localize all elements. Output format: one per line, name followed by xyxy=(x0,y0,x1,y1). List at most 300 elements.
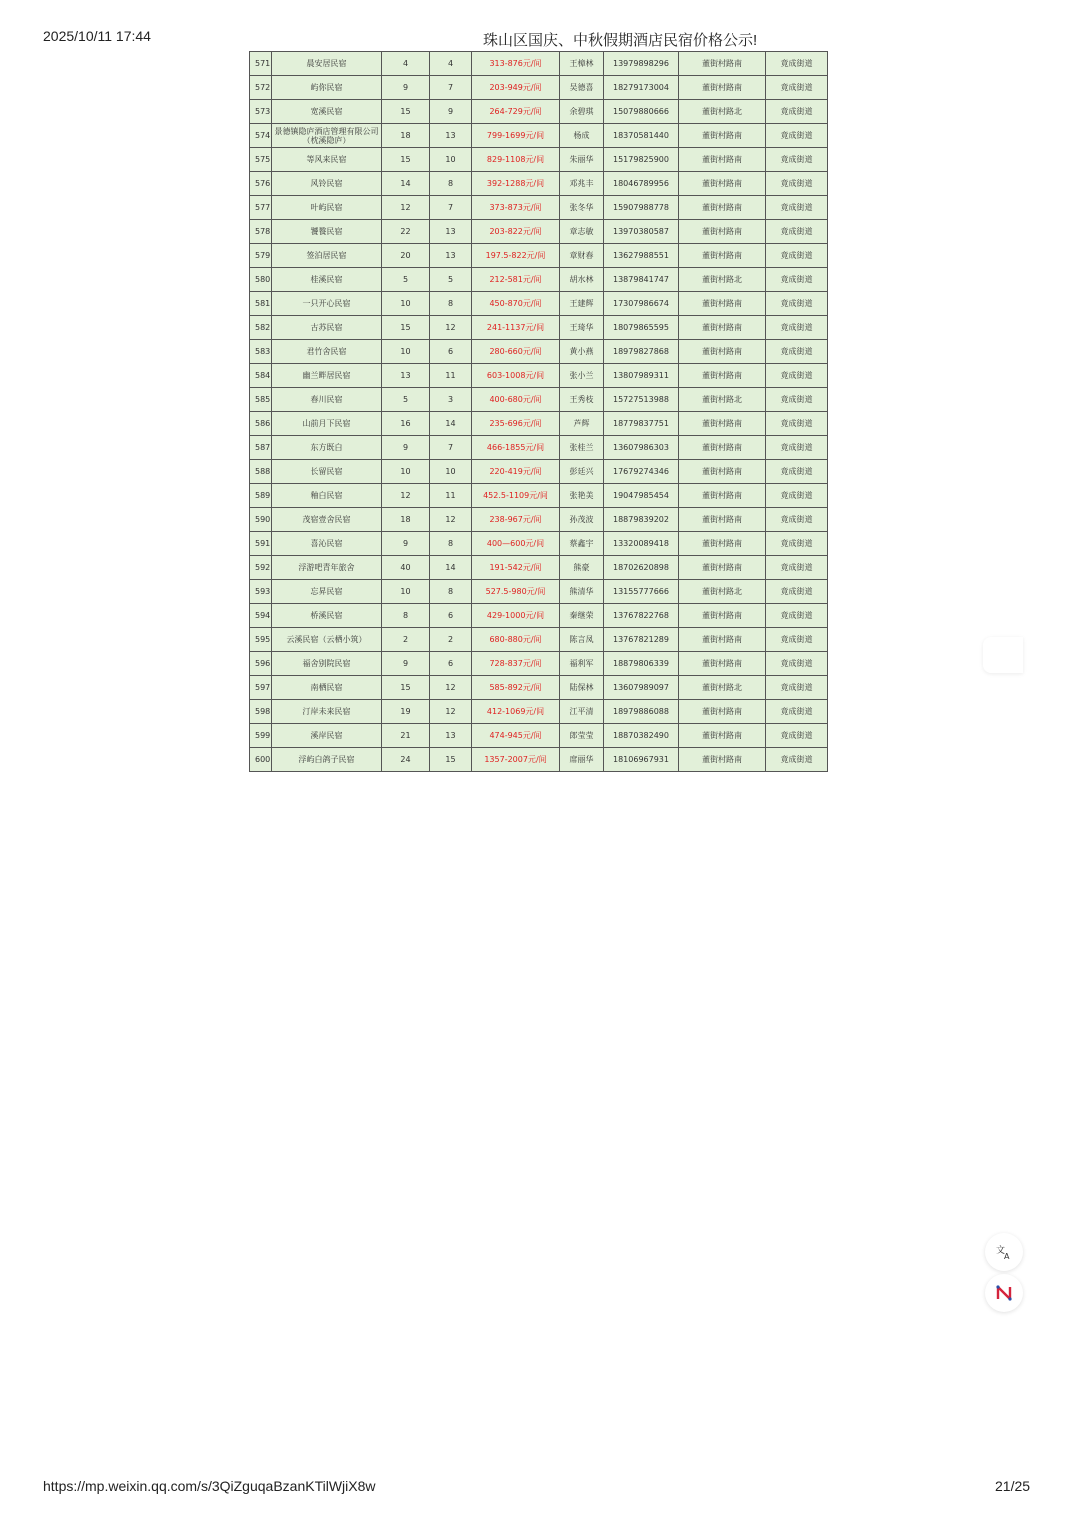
contact-name-cell: 王樟林 xyxy=(560,52,604,76)
row-index-cell: 580 xyxy=(250,268,272,292)
phone-number-cell: 13627988551 xyxy=(604,244,679,268)
address-cell: 董街村路南 xyxy=(679,700,766,724)
table-row xyxy=(250,676,828,700)
lodging-name-cell: 叶屿民宿 xyxy=(272,196,382,220)
phone-number-cell: 17307986674 xyxy=(604,292,679,316)
row-index-cell: 597 xyxy=(250,676,272,700)
room-type-count-cell: 7 xyxy=(430,436,472,460)
room-count-cell: 13 xyxy=(382,364,430,388)
address-cell: 董街村路南 xyxy=(679,340,766,364)
subdistrict-cell: 竟成街道 xyxy=(766,76,828,100)
room-type-count-cell: 11 xyxy=(430,484,472,508)
address-cell: 董街村路南 xyxy=(679,412,766,436)
row-index-cell: 583 xyxy=(250,340,272,364)
phone-number-cell: 15727513988 xyxy=(604,388,679,412)
room-type-count-cell: 8 xyxy=(430,292,472,316)
price-range-cell: 603-1008元/间 xyxy=(472,364,560,388)
price-range-cell: 412-1069元/间 xyxy=(472,700,560,724)
room-type-count-cell: 13 xyxy=(430,244,472,268)
phone-number-cell: 13767822768 xyxy=(604,604,679,628)
subdistrict-cell: 竟成街道 xyxy=(766,412,828,436)
room-count-cell: 10 xyxy=(382,340,430,364)
room-type-count-cell: 10 xyxy=(430,148,472,172)
table-row xyxy=(250,196,828,220)
contact-name-cell: 黄小燕 xyxy=(560,340,604,364)
lodging-name-cell: 风铃民宿 xyxy=(272,172,382,196)
contact-name-cell: 余碧琪 xyxy=(560,100,604,124)
lodging-name-cell: 溪岸民宿 xyxy=(272,724,382,748)
room-count-cell: 8 xyxy=(382,604,430,628)
room-count-cell: 4 xyxy=(382,52,430,76)
room-type-count-cell: 11 xyxy=(430,364,472,388)
room-count-cell: 40 xyxy=(382,556,430,580)
room-count-cell: 18 xyxy=(382,124,430,148)
lodging-name-cell: 汀岸未来民宿 xyxy=(272,700,382,724)
address-cell: 董街村路南 xyxy=(679,460,766,484)
phone-number-cell: 18879806339 xyxy=(604,652,679,676)
subdistrict-cell: 竟成街道 xyxy=(766,196,828,220)
room-count-cell: 19 xyxy=(382,700,430,724)
contact-name-cell: 王建辉 xyxy=(560,292,604,316)
price-range-cell: 728-837元/间 xyxy=(472,652,560,676)
price-table xyxy=(249,51,828,772)
price-range-cell: 400—600元/间 xyxy=(472,532,560,556)
contact-name-cell: 邓兆丰 xyxy=(560,172,604,196)
table-row xyxy=(250,652,828,676)
phone-number-cell: 18106967931 xyxy=(604,748,679,772)
svg-text:文: 文 xyxy=(996,1246,1006,1256)
phone-number-cell: 13320089418 xyxy=(604,532,679,556)
room-count-cell: 22 xyxy=(382,220,430,244)
address-cell: 董街村路南 xyxy=(679,52,766,76)
row-index-cell: 575 xyxy=(250,148,272,172)
room-count-cell: 18 xyxy=(382,508,430,532)
page-url: https://mp.weixin.qq.com/s/3QiZguqaBzanKTilWjiX8w xyxy=(43,1478,376,1494)
room-count-cell: 9 xyxy=(382,652,430,676)
lodging-name-cell: 等风来民宿 xyxy=(272,148,382,172)
lodging-name-cell: 一只开心民宿 xyxy=(272,292,382,316)
subdistrict-cell: 竟成街道 xyxy=(766,124,828,148)
address-cell: 董街村路南 xyxy=(679,532,766,556)
price-range-cell: 527.5-980元/间 xyxy=(472,580,560,604)
room-type-count-cell: 12 xyxy=(430,508,472,532)
lodging-name-cell: 喜沁民宿 xyxy=(272,532,382,556)
room-count-cell: 15 xyxy=(382,148,430,172)
subdistrict-cell: 竟成街道 xyxy=(766,556,828,580)
table-row xyxy=(250,412,828,436)
room-type-count-cell: 7 xyxy=(430,76,472,100)
contact-name-cell: 章财春 xyxy=(560,244,604,268)
table-row xyxy=(250,52,828,76)
table-row xyxy=(250,364,828,388)
subdistrict-cell: 竟成街道 xyxy=(766,676,828,700)
contact-name-cell: 朱丽华 xyxy=(560,148,604,172)
room-count-cell: 15 xyxy=(382,100,430,124)
room-type-count-cell: 13 xyxy=(430,220,472,244)
row-index-cell: 599 xyxy=(250,724,272,748)
contact-name-cell: 孙茂波 xyxy=(560,508,604,532)
subdistrict-cell: 竟成街道 xyxy=(766,700,828,724)
row-index-cell: 574 xyxy=(250,124,272,148)
lodging-name-cell: 屿你民宿 xyxy=(272,76,382,100)
row-index-cell: 595 xyxy=(250,628,272,652)
phone-number-cell: 15907988778 xyxy=(604,196,679,220)
room-type-count-cell: 14 xyxy=(430,556,472,580)
price-range-cell: 474-945元/间 xyxy=(472,724,560,748)
address-cell: 董街村路南 xyxy=(679,652,766,676)
subdistrict-cell: 竟成街道 xyxy=(766,244,828,268)
table-row xyxy=(250,556,828,580)
contact-name-cell: 张桂兰 xyxy=(560,436,604,460)
contact-name-cell: 陆保林 xyxy=(560,676,604,700)
row-index-cell: 584 xyxy=(250,364,272,388)
contact-name-cell: 福利军 xyxy=(560,652,604,676)
room-count-cell: 10 xyxy=(382,292,430,316)
row-index-cell: 596 xyxy=(250,652,272,676)
room-type-count-cell: 7 xyxy=(430,196,472,220)
address-cell: 董街村路南 xyxy=(679,172,766,196)
contact-name-cell: 彭廷兴 xyxy=(560,460,604,484)
translate-button[interactable] xyxy=(985,1233,1023,1271)
table-row xyxy=(250,484,828,508)
phone-number-cell: 18870382490 xyxy=(604,724,679,748)
room-type-count-cell: 8 xyxy=(430,172,472,196)
row-index-cell: 590 xyxy=(250,508,272,532)
lodging-name-cell: 釉白民宿 xyxy=(272,484,382,508)
room-type-count-cell: 6 xyxy=(430,652,472,676)
address-cell: 董街村路南 xyxy=(679,484,766,508)
subdistrict-cell: 竟成街道 xyxy=(766,340,828,364)
lodging-name-cell: 浮游吧青年旅舍 xyxy=(272,556,382,580)
svg-text:A: A xyxy=(1004,1252,1010,1261)
phone-number-cell: 13979898296 xyxy=(604,52,679,76)
lodging-name-cell: 春川民宿 xyxy=(272,388,382,412)
row-index-cell: 581 xyxy=(250,292,272,316)
contact-name-cell: 郎莹莹 xyxy=(560,724,604,748)
price-range-cell: 280-660元/间 xyxy=(472,340,560,364)
room-type-count-cell: 12 xyxy=(430,676,472,700)
contact-name-cell: 席丽华 xyxy=(560,748,604,772)
address-cell: 董街村路南 xyxy=(679,244,766,268)
lodging-name-cell: 东方既白 xyxy=(272,436,382,460)
row-index-cell: 571 xyxy=(250,52,272,76)
phone-number-cell: 13607989097 xyxy=(604,676,679,700)
phone-number-cell: 19047985454 xyxy=(604,484,679,508)
address-cell: 董街村路北 xyxy=(679,676,766,700)
room-count-cell: 12 xyxy=(382,196,430,220)
lodging-name-cell: 福舍别院民宿 xyxy=(272,652,382,676)
row-index-cell: 572 xyxy=(250,76,272,100)
subdistrict-cell: 竟成街道 xyxy=(766,100,828,124)
room-count-cell: 10 xyxy=(382,580,430,604)
subdistrict-cell: 竟成街道 xyxy=(766,268,828,292)
row-index-cell: 592 xyxy=(250,556,272,580)
room-count-cell: 16 xyxy=(382,412,430,436)
subdistrict-cell: 竟成街道 xyxy=(766,748,828,772)
room-type-count-cell: 13 xyxy=(430,724,472,748)
lodging-name-cell: 景德镇隐庐酒店管理有限公司（枕溪隐庐） xyxy=(272,124,382,148)
subdistrict-cell: 竟成街道 xyxy=(766,604,828,628)
subdistrict-cell: 竟成街道 xyxy=(766,628,828,652)
room-type-count-cell: 10 xyxy=(430,460,472,484)
contact-name-cell: 王秀枝 xyxy=(560,388,604,412)
row-index-cell: 587 xyxy=(250,436,272,460)
phone-number-cell: 17679274346 xyxy=(604,460,679,484)
phone-number-cell: 18079865595 xyxy=(604,316,679,340)
room-count-cell: 20 xyxy=(382,244,430,268)
subdistrict-cell: 竟成街道 xyxy=(766,292,828,316)
address-cell: 董街村路南 xyxy=(679,316,766,340)
row-index-cell: 573 xyxy=(250,100,272,124)
table-row xyxy=(250,532,828,556)
price-range-cell: 392-1288元/间 xyxy=(472,172,560,196)
phone-number-cell: 18702620898 xyxy=(604,556,679,580)
row-index-cell: 600 xyxy=(250,748,272,772)
contact-name-cell: 蔡鑫宇 xyxy=(560,532,604,556)
phone-number-cell: 13607986303 xyxy=(604,436,679,460)
subdistrict-cell: 竟成街道 xyxy=(766,652,828,676)
subdistrict-cell: 竟成街道 xyxy=(766,484,828,508)
phone-number-cell: 18979827868 xyxy=(604,340,679,364)
print-datetime: 2025/10/11 17:44 xyxy=(43,28,151,44)
page-number: 21/25 xyxy=(995,1478,1031,1494)
room-type-count-cell: 6 xyxy=(430,604,472,628)
room-type-count-cell: 12 xyxy=(430,316,472,340)
row-index-cell: 598 xyxy=(250,700,272,724)
contact-name-cell: 王琦华 xyxy=(560,316,604,340)
price-range-cell: 466-1855元/间 xyxy=(472,436,560,460)
lodging-name-cell: 签泊居民宿 xyxy=(272,244,382,268)
room-type-count-cell: 15 xyxy=(430,748,472,772)
address-cell: 董街村路南 xyxy=(679,724,766,748)
table-row xyxy=(250,580,828,604)
room-type-count-cell: 14 xyxy=(430,412,472,436)
contact-name-cell: 张冬华 xyxy=(560,196,604,220)
table-row xyxy=(250,604,828,628)
room-type-count-cell: 13 xyxy=(430,124,472,148)
price-range-cell: 1357-2007元/间 xyxy=(472,748,560,772)
price-range-cell: 373-873元/间 xyxy=(472,196,560,220)
address-cell: 董街村路南 xyxy=(679,124,766,148)
price-range-cell: 203-949元/间 xyxy=(472,76,560,100)
row-index-cell: 589 xyxy=(250,484,272,508)
subdistrict-cell: 竟成街道 xyxy=(766,460,828,484)
contact-name-cell: 熊豪 xyxy=(560,556,604,580)
lodging-name-cell: 云溪民宿（云栖小筑） xyxy=(272,628,382,652)
row-index-cell: 578 xyxy=(250,220,272,244)
lodging-name-cell: 南栖民宿 xyxy=(272,676,382,700)
lodging-name-cell: 茂宿壹舍民宿 xyxy=(272,508,382,532)
address-cell: 董街村路北 xyxy=(679,388,766,412)
room-count-cell: 5 xyxy=(382,268,430,292)
price-range-cell: 799-1699元/间 xyxy=(472,124,560,148)
room-type-count-cell: 12 xyxy=(430,700,472,724)
table-row xyxy=(250,436,828,460)
lodging-name-cell: 晨安居民宿 xyxy=(272,52,382,76)
contact-name-cell: 秦继荣 xyxy=(560,604,604,628)
contact-name-cell: 杨成 xyxy=(560,124,604,148)
room-count-cell: 10 xyxy=(382,460,430,484)
address-cell: 董街村路南 xyxy=(679,436,766,460)
table-row xyxy=(250,340,828,364)
lodging-name-cell: 君竹舍民宿 xyxy=(272,340,382,364)
room-count-cell: 5 xyxy=(382,388,430,412)
phone-number-cell: 13807989311 xyxy=(604,364,679,388)
row-index-cell: 579 xyxy=(250,244,272,268)
address-cell: 董街村路北 xyxy=(679,580,766,604)
subdistrict-cell: 竟成街道 xyxy=(766,52,828,76)
address-cell: 董街村路南 xyxy=(679,748,766,772)
room-type-count-cell: 6 xyxy=(430,340,472,364)
subdistrict-cell: 竟成街道 xyxy=(766,388,828,412)
table-row xyxy=(250,724,828,748)
table-row xyxy=(250,124,828,148)
room-count-cell: 24 xyxy=(382,748,430,772)
room-count-cell: 2 xyxy=(382,628,430,652)
phone-number-cell: 15079880666 xyxy=(604,100,679,124)
contact-name-cell: 吴德喜 xyxy=(560,76,604,100)
table-row xyxy=(250,172,828,196)
address-cell: 董街村路南 xyxy=(679,196,766,220)
contact-name-cell: 芦辉 xyxy=(560,412,604,436)
app-button[interactable] xyxy=(985,1274,1023,1312)
phone-number-cell: 18046789956 xyxy=(604,172,679,196)
table-row xyxy=(250,100,828,124)
lodging-name-cell: 长留民宿 xyxy=(272,460,382,484)
table-row xyxy=(250,388,828,412)
lodging-name-cell: 浮屿白鸽子民宿 xyxy=(272,748,382,772)
contact-name-cell: 熊清华 xyxy=(560,580,604,604)
price-range-cell: 191-542元/间 xyxy=(472,556,560,580)
price-range-cell: 212-581元/间 xyxy=(472,268,560,292)
row-index-cell: 582 xyxy=(250,316,272,340)
row-index-cell: 585 xyxy=(250,388,272,412)
subdistrict-cell: 竟成街道 xyxy=(766,172,828,196)
lodging-name-cell: 忘昇民宿 xyxy=(272,580,382,604)
table-row xyxy=(250,244,828,268)
lodging-name-cell: 幽兰畔居民宿 xyxy=(272,364,382,388)
table-row xyxy=(250,316,828,340)
room-type-count-cell: 2 xyxy=(430,628,472,652)
room-count-cell: 21 xyxy=(382,724,430,748)
lodging-name-cell: 古苏民宿 xyxy=(272,316,382,340)
lodging-name-cell: 桂溪民宿 xyxy=(272,268,382,292)
phone-number-cell: 13155777666 xyxy=(604,580,679,604)
contact-name-cell: 章志敏 xyxy=(560,220,604,244)
room-type-count-cell: 9 xyxy=(430,100,472,124)
price-range-cell: 313-876元/间 xyxy=(472,52,560,76)
address-cell: 董街村路南 xyxy=(679,628,766,652)
phone-number-cell: 18779837751 xyxy=(604,412,679,436)
room-count-cell: 9 xyxy=(382,436,430,460)
subdistrict-cell: 竟成街道 xyxy=(766,508,828,532)
table-row xyxy=(250,508,828,532)
table-row xyxy=(250,700,828,724)
room-count-cell: 14 xyxy=(382,172,430,196)
price-range-cell: 235-696元/间 xyxy=(472,412,560,436)
row-index-cell: 576 xyxy=(250,172,272,196)
address-cell: 董街村路南 xyxy=(679,148,766,172)
table-row xyxy=(250,76,828,100)
table-row xyxy=(250,748,828,772)
price-range-cell: 238-967元/间 xyxy=(472,508,560,532)
subdistrict-cell: 竟成街道 xyxy=(766,724,828,748)
address-cell: 董街村路南 xyxy=(679,220,766,244)
room-count-cell: 12 xyxy=(382,484,430,508)
phone-number-cell: 13970380587 xyxy=(604,220,679,244)
phone-number-cell: 13767821289 xyxy=(604,628,679,652)
price-range-cell: 264-729元/间 xyxy=(472,100,560,124)
contact-name-cell: 胡水林 xyxy=(560,268,604,292)
contact-name-cell: 张小兰 xyxy=(560,364,604,388)
subdistrict-cell: 竟成街道 xyxy=(766,220,828,244)
row-index-cell: 588 xyxy=(250,460,272,484)
address-cell: 董街村路北 xyxy=(679,268,766,292)
address-cell: 董街村路南 xyxy=(679,604,766,628)
room-type-count-cell: 3 xyxy=(430,388,472,412)
room-count-cell: 9 xyxy=(382,532,430,556)
lodging-name-cell: 山前月下民宿 xyxy=(272,412,382,436)
phone-number-cell: 18879839202 xyxy=(604,508,679,532)
price-range-cell: 203-822元/间 xyxy=(472,220,560,244)
table-row xyxy=(250,220,828,244)
price-range-cell: 197.5-822元/间 xyxy=(472,244,560,268)
price-range-cell: 452.5-1109元/间 xyxy=(472,484,560,508)
contact-name-cell: 张艳美 xyxy=(560,484,604,508)
room-type-count-cell: 8 xyxy=(430,580,472,604)
phone-number-cell: 18279173004 xyxy=(604,76,679,100)
room-type-count-cell: 4 xyxy=(430,52,472,76)
room-type-count-cell: 5 xyxy=(430,268,472,292)
app-logo-icon xyxy=(994,1283,1014,1303)
lodging-name-cell: 桥溪民宿 xyxy=(272,604,382,628)
side-panel-tab[interactable] xyxy=(983,637,1023,673)
row-index-cell: 591 xyxy=(250,532,272,556)
price-range-cell: 585-892元/间 xyxy=(472,676,560,700)
room-count-cell: 15 xyxy=(382,316,430,340)
row-index-cell: 577 xyxy=(250,196,272,220)
phone-number-cell: 18979886088 xyxy=(604,700,679,724)
price-range-cell: 450-870元/间 xyxy=(472,292,560,316)
price-range-cell: 429-1000元/间 xyxy=(472,604,560,628)
table-row xyxy=(250,148,828,172)
table-row xyxy=(250,268,828,292)
row-index-cell: 586 xyxy=(250,412,272,436)
translate-icon xyxy=(995,1243,1013,1261)
address-cell: 董街村路南 xyxy=(679,292,766,316)
subdistrict-cell: 竟成街道 xyxy=(766,148,828,172)
address-cell: 董街村路北 xyxy=(679,100,766,124)
row-index-cell: 593 xyxy=(250,580,272,604)
lodging-name-cell: 宽溪民宿 xyxy=(272,100,382,124)
subdistrict-cell: 竟成街道 xyxy=(766,580,828,604)
price-range-cell: 241-1137元/间 xyxy=(472,316,560,340)
subdistrict-cell: 竟成街道 xyxy=(766,532,828,556)
price-range-cell: 829-1108元/间 xyxy=(472,148,560,172)
table-row xyxy=(250,628,828,652)
price-range-cell: 680-880元/间 xyxy=(472,628,560,652)
page-title: 珠山区国庆、中秋假期酒店民宿价格公示! xyxy=(483,32,758,49)
subdistrict-cell: 竟成街道 xyxy=(766,316,828,340)
price-range-cell: 400-680元/间 xyxy=(472,388,560,412)
address-cell: 董街村路南 xyxy=(679,556,766,580)
table-row xyxy=(250,292,828,316)
price-range-cell: 220-419元/间 xyxy=(472,460,560,484)
address-cell: 董街村路南 xyxy=(679,364,766,388)
row-index-cell: 594 xyxy=(250,604,272,628)
subdistrict-cell: 竟成街道 xyxy=(766,364,828,388)
address-cell: 董街村路南 xyxy=(679,76,766,100)
